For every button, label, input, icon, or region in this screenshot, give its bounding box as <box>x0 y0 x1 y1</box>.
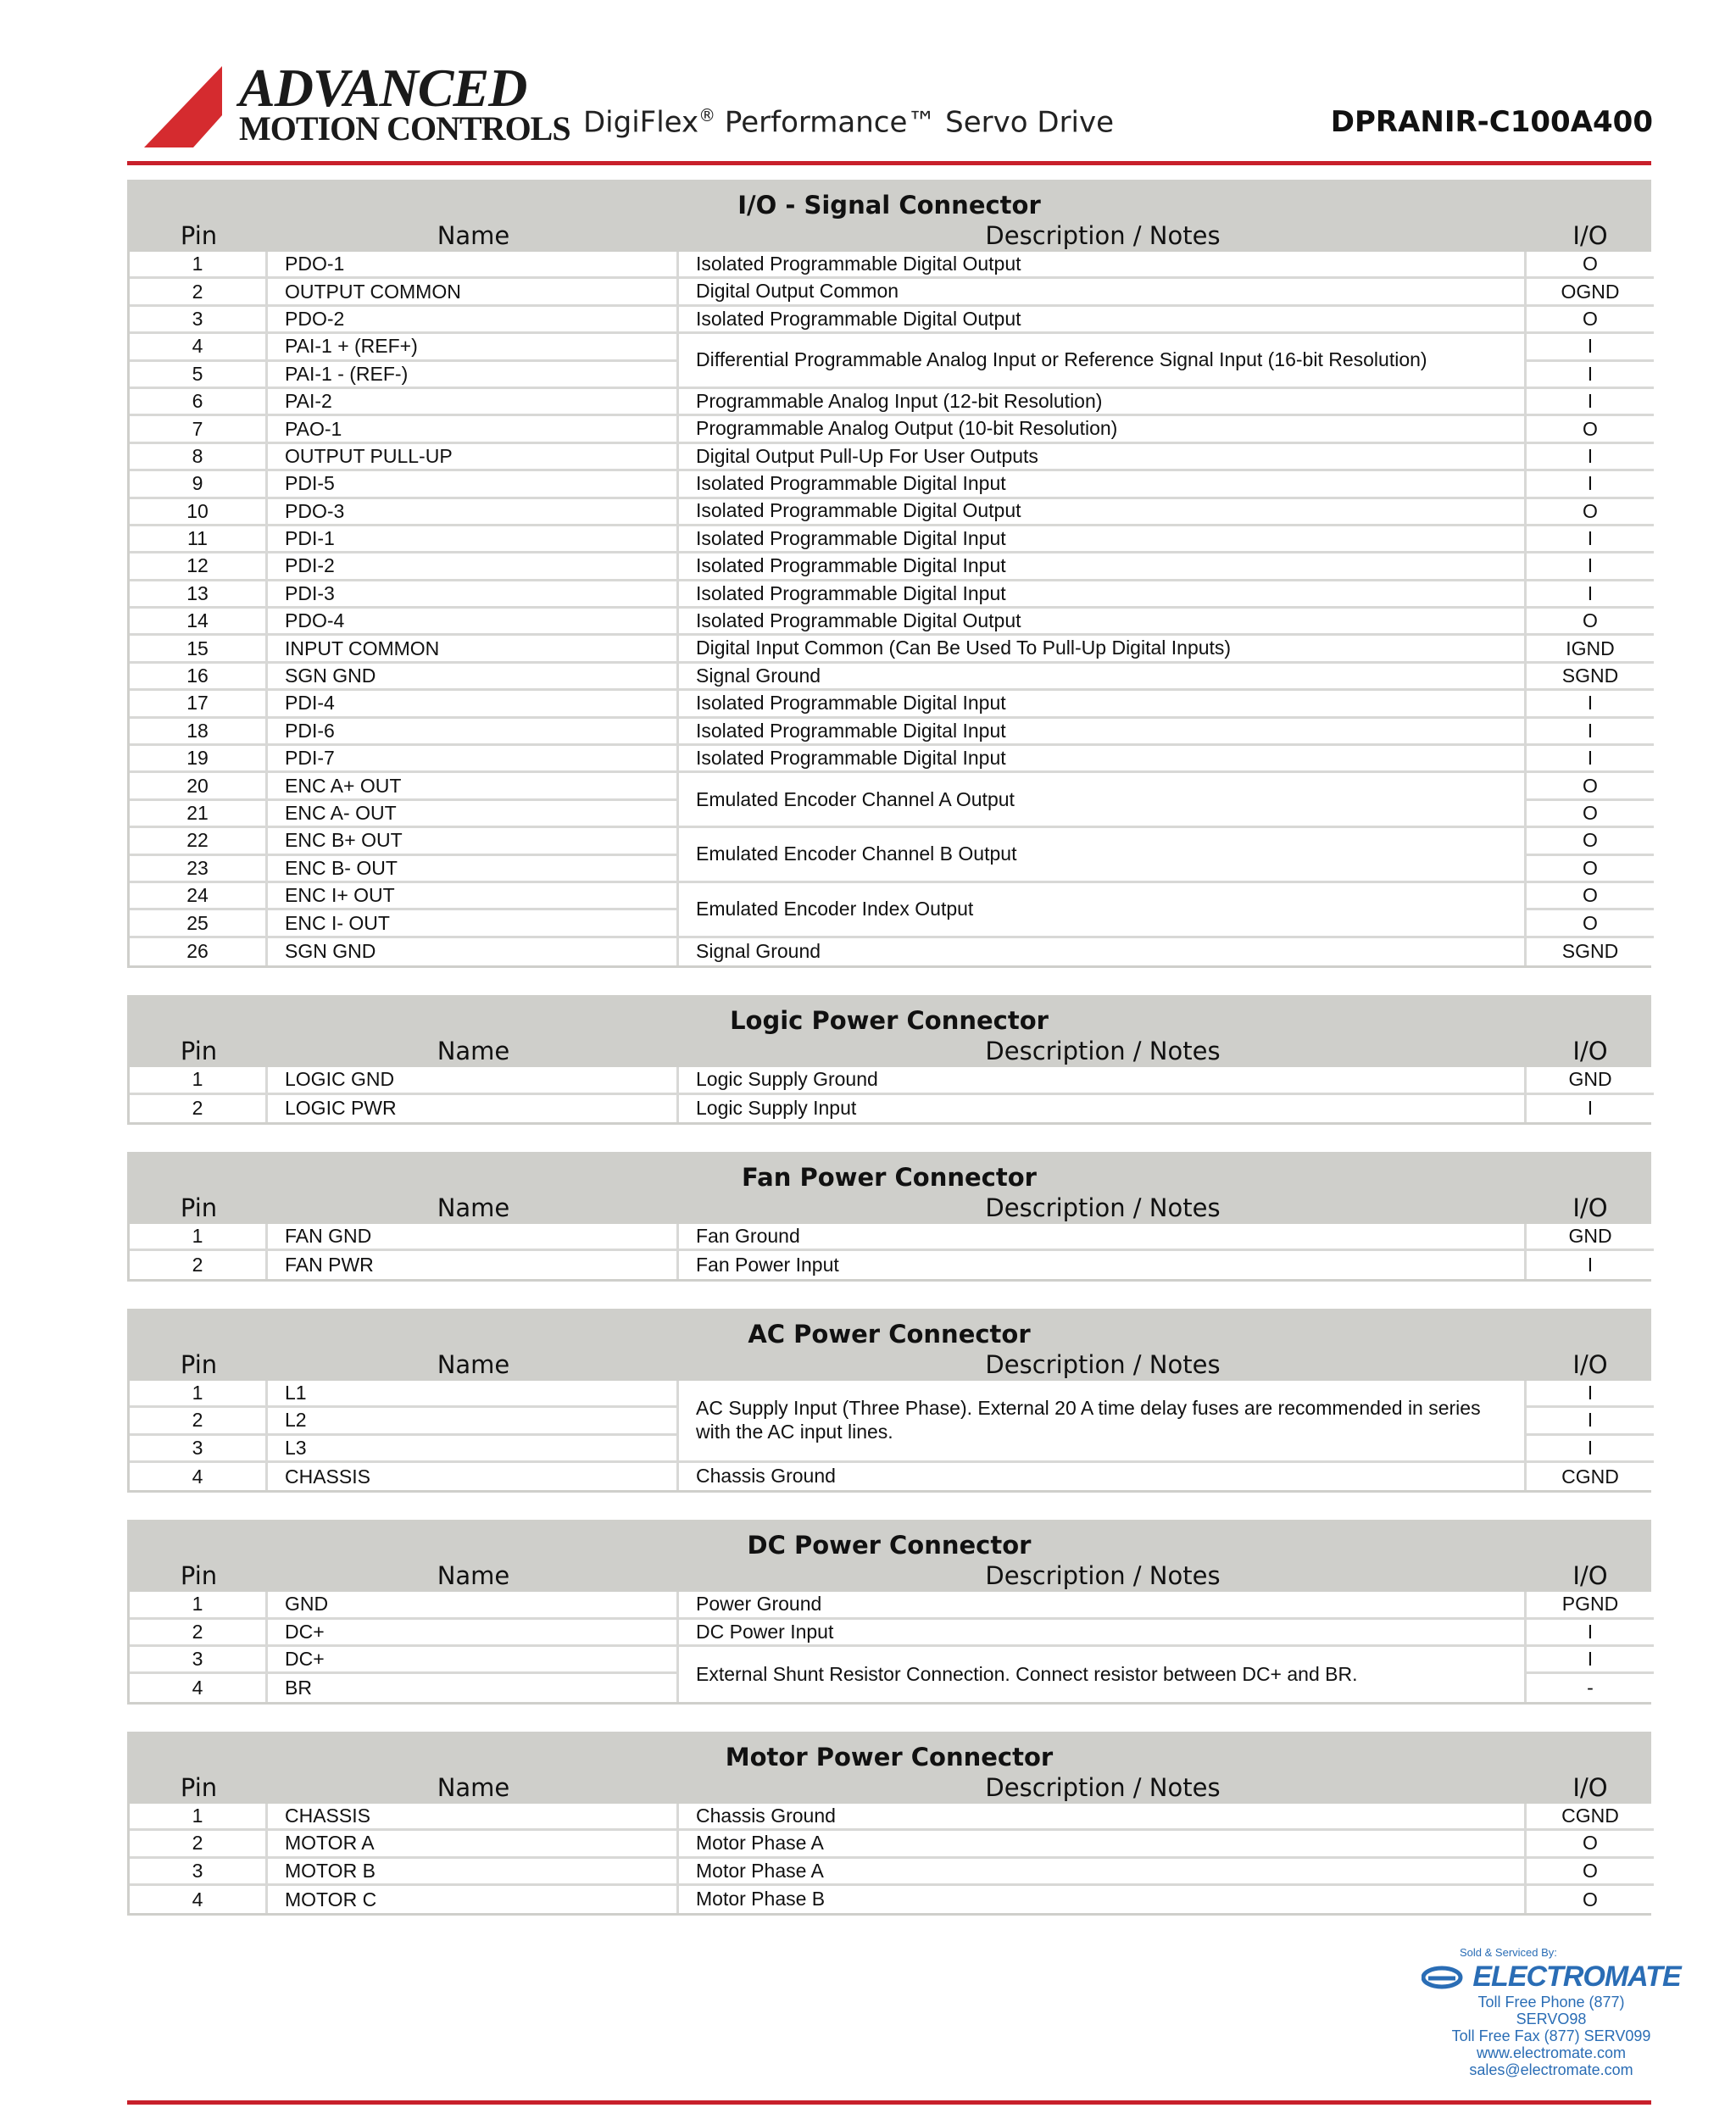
table-body <box>130 1224 1649 1279</box>
col-header-name: Name <box>437 1193 510 1222</box>
pin-name: MOTOR C <box>268 1886 679 1913</box>
pin-name: L1 <box>268 1381 679 1408</box>
pin-name: PDI-5 <box>268 471 679 498</box>
seller-fax: Toll Free Fax (877) SERV099 <box>1451 2027 1651 2044</box>
pin-name: PDI-6 <box>268 719 679 746</box>
pin-io-type: I <box>1527 334 1654 361</box>
col-header-description: Description / Notes <box>985 1037 1221 1066</box>
table-body <box>130 252 1649 965</box>
pin-number: 26 <box>130 938 268 965</box>
pin-name: L3 <box>268 1436 679 1463</box>
pin-io-type: I <box>1527 1620 1654 1647</box>
pin-number: 2 <box>130 279 268 306</box>
header-rule <box>127 161 1651 165</box>
col-header-name: Name <box>437 1349 510 1379</box>
column-headers <box>130 221 1649 252</box>
pin-description: Motor Phase A <box>679 1831 1527 1858</box>
pin-io-type: SGND <box>1527 664 1654 691</box>
pin-number: 11 <box>130 526 268 553</box>
pin-io-type: I <box>1527 1381 1654 1408</box>
table-header <box>130 1154 1649 1224</box>
pin-io-type: O <box>1527 910 1654 937</box>
pin-io-type: O <box>1527 856 1654 883</box>
connector-table <box>127 1732 1651 1916</box>
pin-io-type: I <box>1527 1251 1654 1278</box>
pin-number: 4 <box>130 1463 268 1490</box>
pin-name: LOGIC GND <box>268 1067 679 1094</box>
part-number: DPRANIR-C100A400 <box>1330 105 1653 139</box>
pin-io-type: I <box>1527 581 1654 609</box>
column-headers <box>130 1193 1649 1224</box>
pin-name: PAO-1 <box>268 416 679 443</box>
pin-description: Programmable Analog Input (12-bit Resolution) <box>679 389 1527 416</box>
pin-description: DC Power Input <box>679 1620 1527 1647</box>
col-header-description: Description / Notes <box>985 1561 1221 1591</box>
column-headers <box>130 1350 1649 1381</box>
pin-number: 1 <box>130 252 268 279</box>
col-header-pin: Pin <box>180 1349 218 1379</box>
pin-number: 3 <box>130 1436 268 1463</box>
registered-mark: ® <box>698 105 716 125</box>
pin-name: PDO-1 <box>268 252 679 279</box>
pin-name: DC+ <box>268 1620 679 1647</box>
pin-io-type: O <box>1527 1859 1654 1886</box>
column-headers <box>130 1561 1649 1592</box>
connector-table <box>127 1309 1651 1493</box>
pin-number: 4 <box>130 1674 268 1701</box>
pin-number: 1 <box>130 1224 268 1251</box>
table-header <box>130 1522 1649 1592</box>
table-title: DC Power Connector <box>747 1531 1032 1560</box>
pin-description: Chassis Ground <box>679 1463 1527 1490</box>
col-header-io: I/O <box>1572 1561 1608 1591</box>
pin-io-type: I <box>1527 444 1654 471</box>
pin-name: ENC I+ OUT <box>268 883 679 910</box>
pin-number: 23 <box>130 856 268 883</box>
pin-io-type: I <box>1527 471 1654 498</box>
pin-description: Isolated Programmable Digital Output <box>679 499 1527 526</box>
pin-description: Logic Supply Input <box>679 1095 1527 1122</box>
electromate-logo-icon <box>1422 1965 1466 1990</box>
pin-io-type: O <box>1527 801 1654 828</box>
pin-name: PDO-2 <box>268 307 679 334</box>
pin-name: ENC A+ OUT <box>268 773 679 800</box>
pin-io-type: I <box>1527 553 1654 581</box>
pin-number: 21 <box>130 801 268 828</box>
pin-description: Isolated Programmable Digital Input <box>679 471 1527 498</box>
pin-description: Isolated Programmable Digital Input <box>679 691 1527 718</box>
pin-number: 1 <box>130 1804 268 1831</box>
pin-io-type: OGND <box>1527 279 1654 306</box>
col-header-pin: Pin <box>180 1772 218 1802</box>
pin-name: ENC A- OUT <box>268 801 679 828</box>
connector-table <box>127 995 1651 1125</box>
pin-io-type: - <box>1527 1674 1654 1701</box>
logo-triangle-icon <box>144 66 237 147</box>
footer-rule <box>127 2100 1651 2105</box>
pin-io-type: I <box>1527 1408 1654 1435</box>
pin-io-type: O <box>1527 307 1654 334</box>
pin-io-type: I <box>1527 1095 1654 1122</box>
pin-io-type: GND <box>1527 1067 1654 1094</box>
seller-website[interactable]: www.electromate.com <box>1476 2044 1627 2061</box>
table-body <box>130 1067 1649 1122</box>
pin-description: Differential Programmable Analog Input or Reference Signal Input (16-bit Resolution) <box>679 334 1527 389</box>
table-header <box>130 1734 1649 1804</box>
col-header-name: Name <box>437 1772 510 1802</box>
pin-number: 17 <box>130 691 268 718</box>
pin-description: External Shunt Resistor Connection. Connect resistor between DC+ and BR. <box>679 1647 1527 1702</box>
pin-description: Chassis Ground <box>679 1804 1527 1831</box>
pin-description: Logic Supply Ground <box>679 1067 1527 1094</box>
pin-name: ENC B- OUT <box>268 856 679 883</box>
pin-io-type: I <box>1527 746 1654 773</box>
pin-io-type: O <box>1527 1886 1654 1913</box>
pin-number: 13 <box>130 581 268 609</box>
pin-description: Digital Output Pull-Up For User Outputs <box>679 444 1527 471</box>
pin-description: Emulated Encoder Channel A Output <box>679 773 1527 828</box>
connector-table <box>127 180 1651 968</box>
col-header-io: I/O <box>1572 1772 1608 1802</box>
pin-name: LOGIC PWR <box>268 1095 679 1122</box>
pin-description: Motor Phase B <box>679 1886 1527 1913</box>
pin-io-type: O <box>1527 499 1654 526</box>
pin-name: CHASSIS <box>268 1463 679 1490</box>
pin-number: 4 <box>130 1886 268 1913</box>
product-name: DigiFlex <box>583 105 699 140</box>
document-title <box>583 105 1114 139</box>
pin-io-type: O <box>1527 416 1654 443</box>
pin-number: 1 <box>130 1592 268 1619</box>
connector-table <box>127 1152 1651 1282</box>
pin-number: 3 <box>130 307 268 334</box>
col-header-io: I/O <box>1572 221 1608 250</box>
pin-description: Isolated Programmable Digital Input <box>679 553 1527 581</box>
seller-brand <box>1441 1960 1681 1994</box>
pin-number: 3 <box>130 1859 268 1886</box>
pin-number: 2 <box>130 1251 268 1278</box>
pin-io-type: I <box>1527 719 1654 746</box>
col-header-pin: Pin <box>180 221 218 250</box>
pin-io-type: GND <box>1527 1224 1654 1251</box>
table-body <box>130 1804 1649 1914</box>
table-title: Fan Power Connector <box>742 1162 1037 1192</box>
pin-name: PDI-1 <box>268 526 679 553</box>
col-header-name: Name <box>437 1561 510 1591</box>
pin-description: Digital Output Common <box>679 279 1527 306</box>
pin-description: Isolated Programmable Digital Input <box>679 719 1527 746</box>
pin-name: ENC I- OUT <box>268 910 679 937</box>
sold-by-label: Sold & Serviced By: <box>1460 1946 1557 1959</box>
pin-io-type: PGND <box>1527 1592 1654 1619</box>
pin-number: 1 <box>130 1067 268 1094</box>
column-headers <box>130 1037 1649 1067</box>
pin-io-type: I <box>1527 389 1654 416</box>
pin-number: 9 <box>130 471 268 498</box>
pin-io-type: I <box>1527 691 1654 718</box>
pin-name: PDI-3 <box>268 581 679 609</box>
pin-description: Isolated Programmable Digital Output <box>679 307 1527 334</box>
pin-io-type: O <box>1527 883 1654 910</box>
pin-name: PDO-4 <box>268 609 679 636</box>
pin-number: 18 <box>130 719 268 746</box>
pin-number: 22 <box>130 828 268 855</box>
pin-name: OUTPUT COMMON <box>268 279 679 306</box>
pin-description: Signal Ground <box>679 664 1527 691</box>
logo-line-1: ADVANCED <box>239 58 527 118</box>
col-header-description: Description / Notes <box>985 1349 1221 1379</box>
table-header <box>130 182 1649 252</box>
pin-number: 15 <box>130 636 268 663</box>
pin-description: Signal Ground <box>679 938 1527 965</box>
pin-io-type: O <box>1527 828 1654 855</box>
seller-email[interactable]: sales@electromate.com <box>1469 2061 1633 2078</box>
pin-number: 8 <box>130 444 268 471</box>
seller-info <box>1441 1946 1681 2078</box>
page-header <box>127 51 1653 161</box>
pin-name: INPUT COMMON <box>268 636 679 663</box>
pin-name: SGN GND <box>268 664 679 691</box>
pin-number: 5 <box>130 362 268 389</box>
pin-name: CHASSIS <box>268 1804 679 1831</box>
col-header-pin: Pin <box>180 1193 218 1222</box>
pin-name: PDI-7 <box>268 746 679 773</box>
pin-io-type: I <box>1527 1436 1654 1463</box>
connector-tables <box>127 180 1651 1943</box>
pin-name: PAI-1 + (REF+) <box>268 334 679 361</box>
col-header-description: Description / Notes <box>985 1772 1221 1802</box>
pin-io-type: I <box>1527 362 1654 389</box>
pin-io-type: O <box>1527 252 1654 279</box>
pin-number: 4 <box>130 334 268 361</box>
pin-name: MOTOR B <box>268 1859 679 1886</box>
pin-name: PAI-2 <box>268 389 679 416</box>
pin-number: 2 <box>130 1095 268 1122</box>
pin-number: 14 <box>130 609 268 636</box>
pin-name: DC+ <box>268 1647 679 1674</box>
table-header <box>130 1311 1649 1381</box>
pin-name: BR <box>268 1674 679 1701</box>
col-header-description: Description / Notes <box>985 221 1221 250</box>
pin-name: L2 <box>268 1408 679 1435</box>
table-title: I/O - Signal Connector <box>737 191 1041 220</box>
pin-name: PDI-4 <box>268 691 679 718</box>
pin-number: 2 <box>130 1408 268 1435</box>
pin-number: 2 <box>130 1831 268 1858</box>
pin-io-type: I <box>1527 526 1654 553</box>
table-title: Motor Power Connector <box>725 1742 1054 1771</box>
logo-line-2: MOTION CONTROLS <box>239 109 570 147</box>
pin-description: Fan Power Input <box>679 1251 1527 1278</box>
pin-description: Motor Phase A <box>679 1859 1527 1886</box>
pin-description: Fan Ground <box>679 1224 1527 1251</box>
pin-number: 16 <box>130 664 268 691</box>
pin-number: 3 <box>130 1647 268 1674</box>
company-logo <box>144 58 570 159</box>
pin-io-type: O <box>1527 1831 1654 1858</box>
pin-number: 1 <box>130 1381 268 1408</box>
connector-table <box>127 1520 1651 1705</box>
col-header-pin: Pin <box>180 1561 218 1591</box>
col-header-io: I/O <box>1572 1193 1608 1222</box>
col-header-io: I/O <box>1572 1037 1608 1066</box>
pin-io-type: IGND <box>1527 636 1654 663</box>
pin-name: FAN GND <box>268 1224 679 1251</box>
pin-io-type: CGND <box>1527 1463 1654 1490</box>
pin-io-type: CGND <box>1527 1804 1654 1831</box>
pin-number: 7 <box>130 416 268 443</box>
pin-name: PDI-2 <box>268 553 679 581</box>
pin-number: 25 <box>130 910 268 937</box>
pin-description: Emulated Encoder Index Output <box>679 883 1527 938</box>
pin-io-type: SGND <box>1527 938 1654 965</box>
col-header-name: Name <box>437 221 510 250</box>
table-title: Logic Power Connector <box>730 1006 1049 1036</box>
table-body <box>130 1592 1649 1702</box>
table-title: AC Power Connector <box>748 1319 1031 1349</box>
seller-phone: Toll Free Phone (877) SERVO98 <box>1477 1994 1625 2027</box>
pin-name: OUTPUT PULL-UP <box>268 444 679 471</box>
pin-name: GND <box>268 1592 679 1619</box>
pin-io-type: O <box>1527 773 1654 800</box>
pin-name: PDO-3 <box>268 499 679 526</box>
pin-number: 12 <box>130 553 268 581</box>
pin-description: Isolated Programmable Digital Output <box>679 609 1527 636</box>
pin-description: Isolated Programmable Digital Output <box>679 252 1527 279</box>
col-header-description: Description / Notes <box>985 1193 1221 1222</box>
pin-io-type: I <box>1527 1647 1654 1674</box>
pin-number: 6 <box>130 389 268 416</box>
pin-name: PAI-1 - (REF-) <box>268 362 679 389</box>
pin-description: Digital Input Common (Can Be Used To Pull-Up Digital Inputs) <box>679 636 1527 663</box>
pin-number: 20 <box>130 773 268 800</box>
col-header-name: Name <box>437 1037 510 1066</box>
table-body <box>130 1381 1649 1491</box>
pin-description: Isolated Programmable Digital Input <box>679 581 1527 609</box>
pin-name: FAN PWR <box>268 1251 679 1278</box>
pin-number: 24 <box>130 883 268 910</box>
product-subtitle: Performance™ Servo Drive <box>715 105 1115 140</box>
seller-brand-name: ELECTROMATE <box>1472 1960 1681 1993</box>
pin-description: Isolated Programmable Digital Input <box>679 746 1527 773</box>
pin-description: Emulated Encoder Channel B Output <box>679 828 1527 883</box>
pin-io-type: O <box>1527 609 1654 636</box>
column-headers <box>130 1773 1649 1804</box>
pin-description: Isolated Programmable Digital Input <box>679 526 1527 553</box>
pin-number: 2 <box>130 1620 268 1647</box>
pin-description: Programmable Analog Output (10-bit Resolution) <box>679 416 1527 443</box>
pin-name: MOTOR A <box>268 1831 679 1858</box>
pin-name: ENC B+ OUT <box>268 828 679 855</box>
col-header-io: I/O <box>1572 1349 1608 1379</box>
pin-description: Power Ground <box>679 1592 1527 1619</box>
pin-number: 10 <box>130 499 268 526</box>
pin-description: AC Supply Input (Three Phase). External 20 A time delay fuses are recommended in series with the AC input lines. <box>679 1381 1527 1463</box>
pin-number: 19 <box>130 746 268 773</box>
table-header <box>130 998 1649 1067</box>
pin-name: SGN GND <box>268 938 679 965</box>
col-header-pin: Pin <box>180 1037 218 1066</box>
